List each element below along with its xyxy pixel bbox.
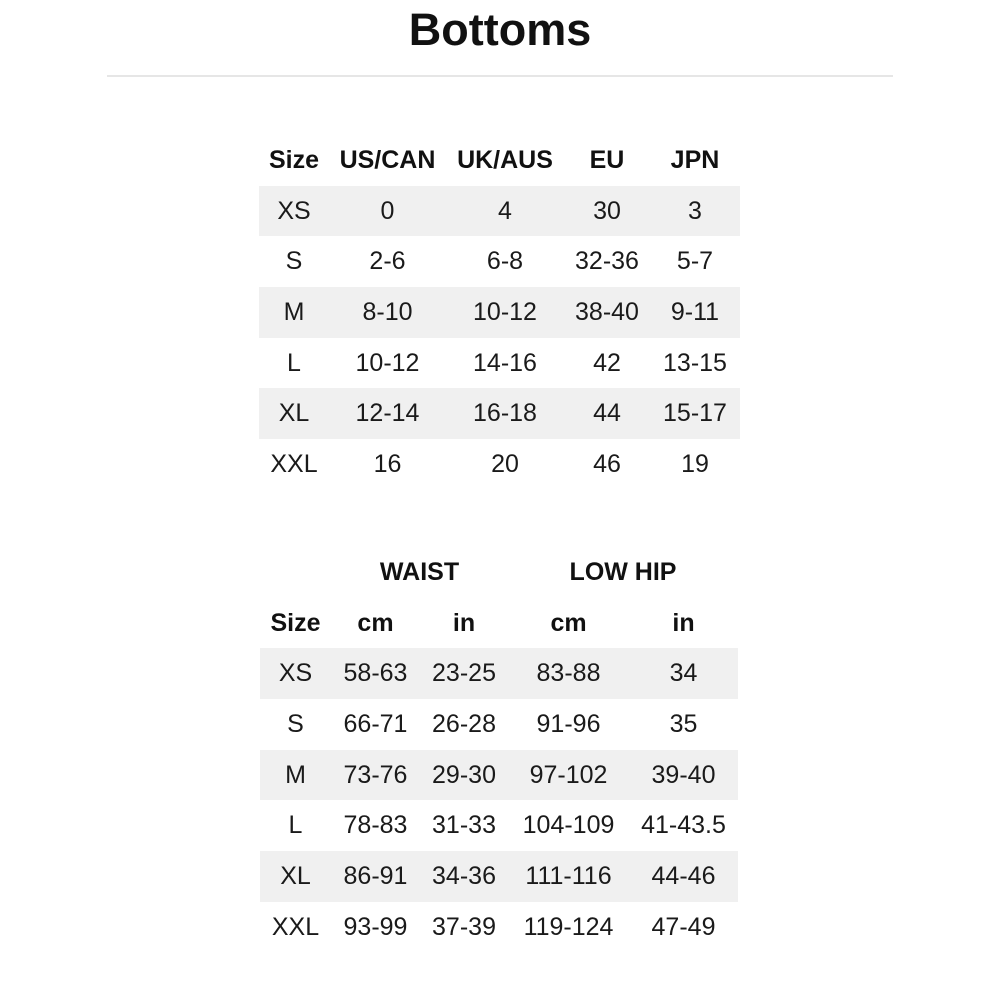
cell-size: XS <box>260 648 331 699</box>
cell-hip-cm: 97-102 <box>508 750 629 801</box>
title-divider <box>107 75 893 77</box>
column-header-size: Size <box>268 145 320 174</box>
table-header-row <box>260 598 738 649</box>
table-row <box>259 439 740 490</box>
cell-jpn: 5-7 <box>676 247 714 276</box>
cell-size: XL <box>260 851 331 902</box>
cell-hip-in: 41-43.5 <box>641 811 726 840</box>
cell-waist-cm: 66-71 <box>343 709 408 738</box>
cell-waist-in: 26-28 <box>432 709 496 738</box>
cell-hip-in: 39-40 <box>629 750 738 801</box>
cell-eu: 42 <box>593 348 621 377</box>
table-header-row <box>259 135 740 186</box>
table-row <box>260 902 738 953</box>
cell-size: XL <box>259 388 329 439</box>
column-header-hip-cm: cm <box>550 608 587 637</box>
table-row <box>259 236 740 287</box>
cell-waist-in: 37-39 <box>432 912 496 941</box>
cell-size: S <box>285 247 303 276</box>
group-header-spacer <box>260 547 331 598</box>
cell-uk-aus: 14-16 <box>473 348 537 377</box>
table-row <box>259 388 740 439</box>
cell-size: M <box>259 287 329 338</box>
cell-us-can: 12-14 <box>329 388 446 439</box>
cell-uk-aus: 4 <box>446 186 564 237</box>
cell-us-can: 10-12 <box>355 348 420 377</box>
cell-hip-cm: 83-88 <box>508 648 629 699</box>
cell-us-can: 0 <box>329 186 446 237</box>
group-header-low-hip: LOW HIP <box>569 557 677 586</box>
cell-eu: 38-40 <box>564 287 650 338</box>
cell-us-can: 2-6 <box>369 247 406 276</box>
column-header-hip-in: in <box>672 608 695 637</box>
cell-us-can: 16 <box>373 449 402 478</box>
cell-jpn: 9-11 <box>650 287 740 338</box>
cell-jpn: 13-15 <box>663 348 727 377</box>
table-row <box>259 186 740 237</box>
cell-jpn: 15-17 <box>650 388 740 439</box>
cell-size: XS <box>259 186 329 237</box>
cell-size: L <box>288 811 303 840</box>
cell-eu: 30 <box>564 186 650 237</box>
cell-eu: 44 <box>564 388 650 439</box>
cell-waist-in: 31-33 <box>432 811 496 840</box>
cell-hip-cm: 111-116 <box>508 851 629 902</box>
cell-us-can: 8-10 <box>329 287 446 338</box>
table-row <box>259 338 740 389</box>
cell-size: XXL <box>270 449 318 478</box>
column-header-jpn: JPN <box>670 145 720 174</box>
cell-jpn: 19 <box>681 449 709 478</box>
cell-size: M <box>260 750 331 801</box>
cell-uk-aus: 20 <box>491 449 519 478</box>
column-header-waist-in: in <box>452 608 476 637</box>
cell-waist-in: 23-25 <box>420 648 508 699</box>
cell-waist-cm: 73-76 <box>331 750 420 801</box>
table-row <box>260 750 738 801</box>
column-header-size: Size <box>270 608 321 637</box>
cell-uk-aus: 6-8 <box>486 247 524 276</box>
cell-uk-aus: 10-12 <box>446 287 564 338</box>
page-title: Bottoms <box>408 4 592 55</box>
cell-size: XXL <box>271 912 320 941</box>
column-header-us-can: US/CAN <box>339 145 436 174</box>
column-header-waist-cm: cm <box>357 608 394 637</box>
cell-waist-in: 34-36 <box>420 851 508 902</box>
group-header-waist: WAIST <box>379 557 460 586</box>
cell-waist-cm: 78-83 <box>343 811 408 840</box>
cell-hip-cm: 119-124 <box>523 912 614 941</box>
table-row <box>259 287 740 338</box>
group-header-row <box>260 547 738 598</box>
cell-hip-in: 34 <box>629 648 738 699</box>
cell-waist-cm: 58-63 <box>331 648 420 699</box>
table-row <box>260 648 738 699</box>
cell-uk-aus: 16-18 <box>446 388 564 439</box>
cell-hip-cm: 104-109 <box>522 811 615 840</box>
cell-eu: 32-36 <box>575 247 639 276</box>
cell-eu: 46 <box>593 449 621 478</box>
cell-waist-cm: 93-99 <box>343 912 408 941</box>
table-row <box>260 699 738 750</box>
table-row <box>260 851 738 902</box>
cell-hip-in: 47-49 <box>651 912 716 941</box>
cell-hip-in: 44-46 <box>629 851 738 902</box>
cell-waist-in: 29-30 <box>420 750 508 801</box>
cell-size: S <box>287 709 304 738</box>
size-conversion-table <box>259 135 740 490</box>
cell-size: L <box>287 348 301 377</box>
cell-hip-cm: 91-96 <box>536 709 601 738</box>
cell-waist-cm: 86-91 <box>331 851 420 902</box>
cell-jpn: 3 <box>650 186 740 237</box>
body-measurement-table <box>260 547 738 953</box>
table-row <box>260 800 738 851</box>
column-header-eu: EU <box>589 145 625 174</box>
column-header-uk-aus: UK/AUS <box>457 145 553 174</box>
cell-hip-in: 35 <box>669 709 698 738</box>
